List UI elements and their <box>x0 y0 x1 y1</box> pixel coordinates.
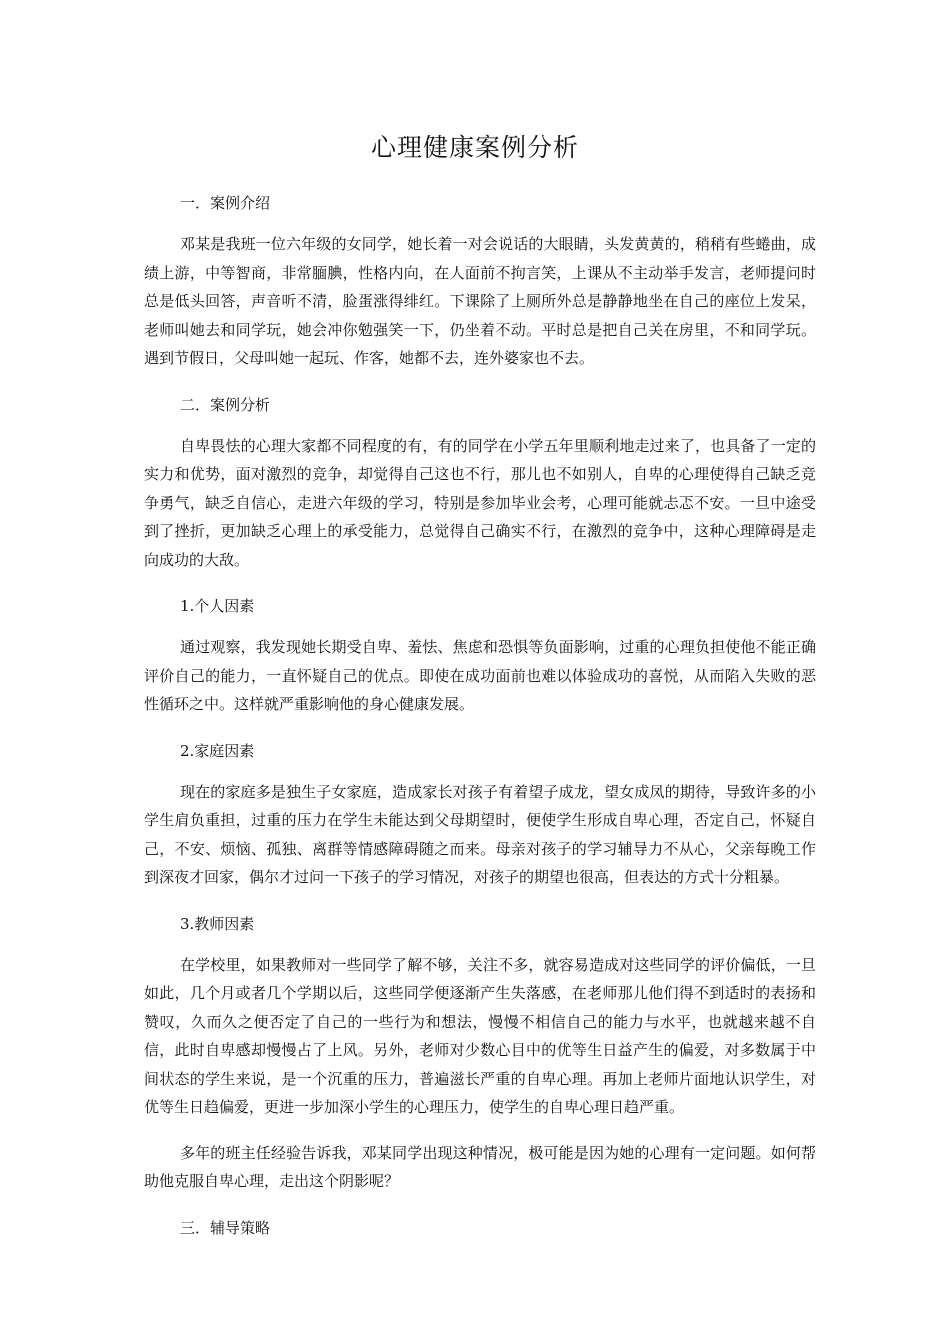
paragraph: 多年的班主任经验告诉我，邓某同学出现这种情况，极可能是因为她的心理有一定问题。如何帮助他克服自卑心理，走出这个阴影呢？ <box>144 1143 816 1190</box>
section-personal-factors <box>144 591 816 736</box>
section-counseling-strategy <box>144 1213 816 1243</box>
paragraph: 通过观察，我发现她长期受自卑、羞怯、焦虑和恐惧等负面影响，过重的心理负担使他不能正确评价自己的能力，一直怀疑自己的优点。即使在成功面前也难以体验成功的喜悦，从而陷入失败的恶性循环之中。这样就严重影响他的身心健康发展。 <box>144 638 816 713</box>
document-title: 心理健康案例分析 <box>370 133 579 162</box>
section-heading: 1.个人因素 <box>180 597 255 615</box>
section-heading: 一．案例介绍 <box>180 194 271 212</box>
document-body <box>144 188 816 1243</box>
paragraph: 在学校里，如果教师对一些同学了解不够，关注不多，就容易造成对这些同学的评价偏低，一旦如此，几个月或者几个学期以后，这些同学便逐渐产生失落感，在老师那儿他们得不到适时的表扬和赞叹，久而久之便否定了自己的一些行为和想法，慢慢不相信自己的能力与水平，也就越来越不自信，此时自卑感却慢慢占了上风。另外，老师对少数心目中的优等生日益产生的偏爱，对多数属于中间状态的学生来说，是一个沉重的压力，普遍滋长严重的自卑心理。再加上老师片面地认识学生，对优等生日趋偏爱，更进一步加深小学生的心理压力，使学生的自卑心理日趋严重。 <box>144 955 816 1116</box>
section-case-intro <box>144 188 816 390</box>
section-heading: 3.教师因素 <box>180 914 255 933</box>
paragraph: 自卑畏怯的心理大家都不同程度的有，有的同学在小学五年里顺利地走过来了，也具备了一定的实力和优势，面对激烈的竞争，却觉得自己这也不行，那儿也不如别人，自卑的心理使得自己缺乏竞争勇气，缺乏自信心，走进六年级的学习，特别是参加毕业会考，心理可能就忐忑不安。一旦中途受到了挫折，更加缺乏心理上的承受能力，总觉得自己确实不行，在激烈的竞争中，这种心理障碍是走向成功的大敌。 <box>144 436 816 569</box>
section-heading: 二．案例分析 <box>180 395 271 414</box>
section-teacher-factors <box>144 909 816 1213</box>
section-heading: 2.家庭因素 <box>180 741 255 760</box>
section-family-factors <box>144 736 816 909</box>
section-heading: 三．辅导策略 <box>180 1218 271 1237</box>
paragraph: 邓某是我班一位六年级的女同学，她长着一对会说话的大眼睛，头发黄黄的，稍稍有些蜷曲，成绩上游，中等智商，非常腼腆，性格内向，在人面前不拘言笑，上课从不主动举手发言，老师提问时总是低头回答，声音听不清，脸蛋涨得绯红。下课除了上厕所外总是静静地坐在自己的座位上发呆，老师叫她去和同学玩，她会冲你勉强笑一下，仍坐着不动。平时总是把自己关在房里，不和同学玩。遇到节假日，父母叫她一起玩、作客，她都不去，连外婆家也不去。 <box>144 235 816 367</box>
paragraph: 现在的家庭多是独生子女家庭，造成家长对孩子有着望子成龙，望女成凤的期待，导致许多的小学生肩负重担，过重的压力在学生未能达到父母期望时，便使学生形成自卑心理，否定自己，怀疑自己，不安、烦恼、孤独、离群等情感障碍随之而来。母亲对孩子的学习辅导力不从心，父亲每晚工作到深夜才回家，偶尔才过问一下孩子的学习情况，对孩子的期望也很高，但表达的方式十分粗暴。 <box>144 782 816 886</box>
section-case-analysis <box>144 390 816 592</box>
